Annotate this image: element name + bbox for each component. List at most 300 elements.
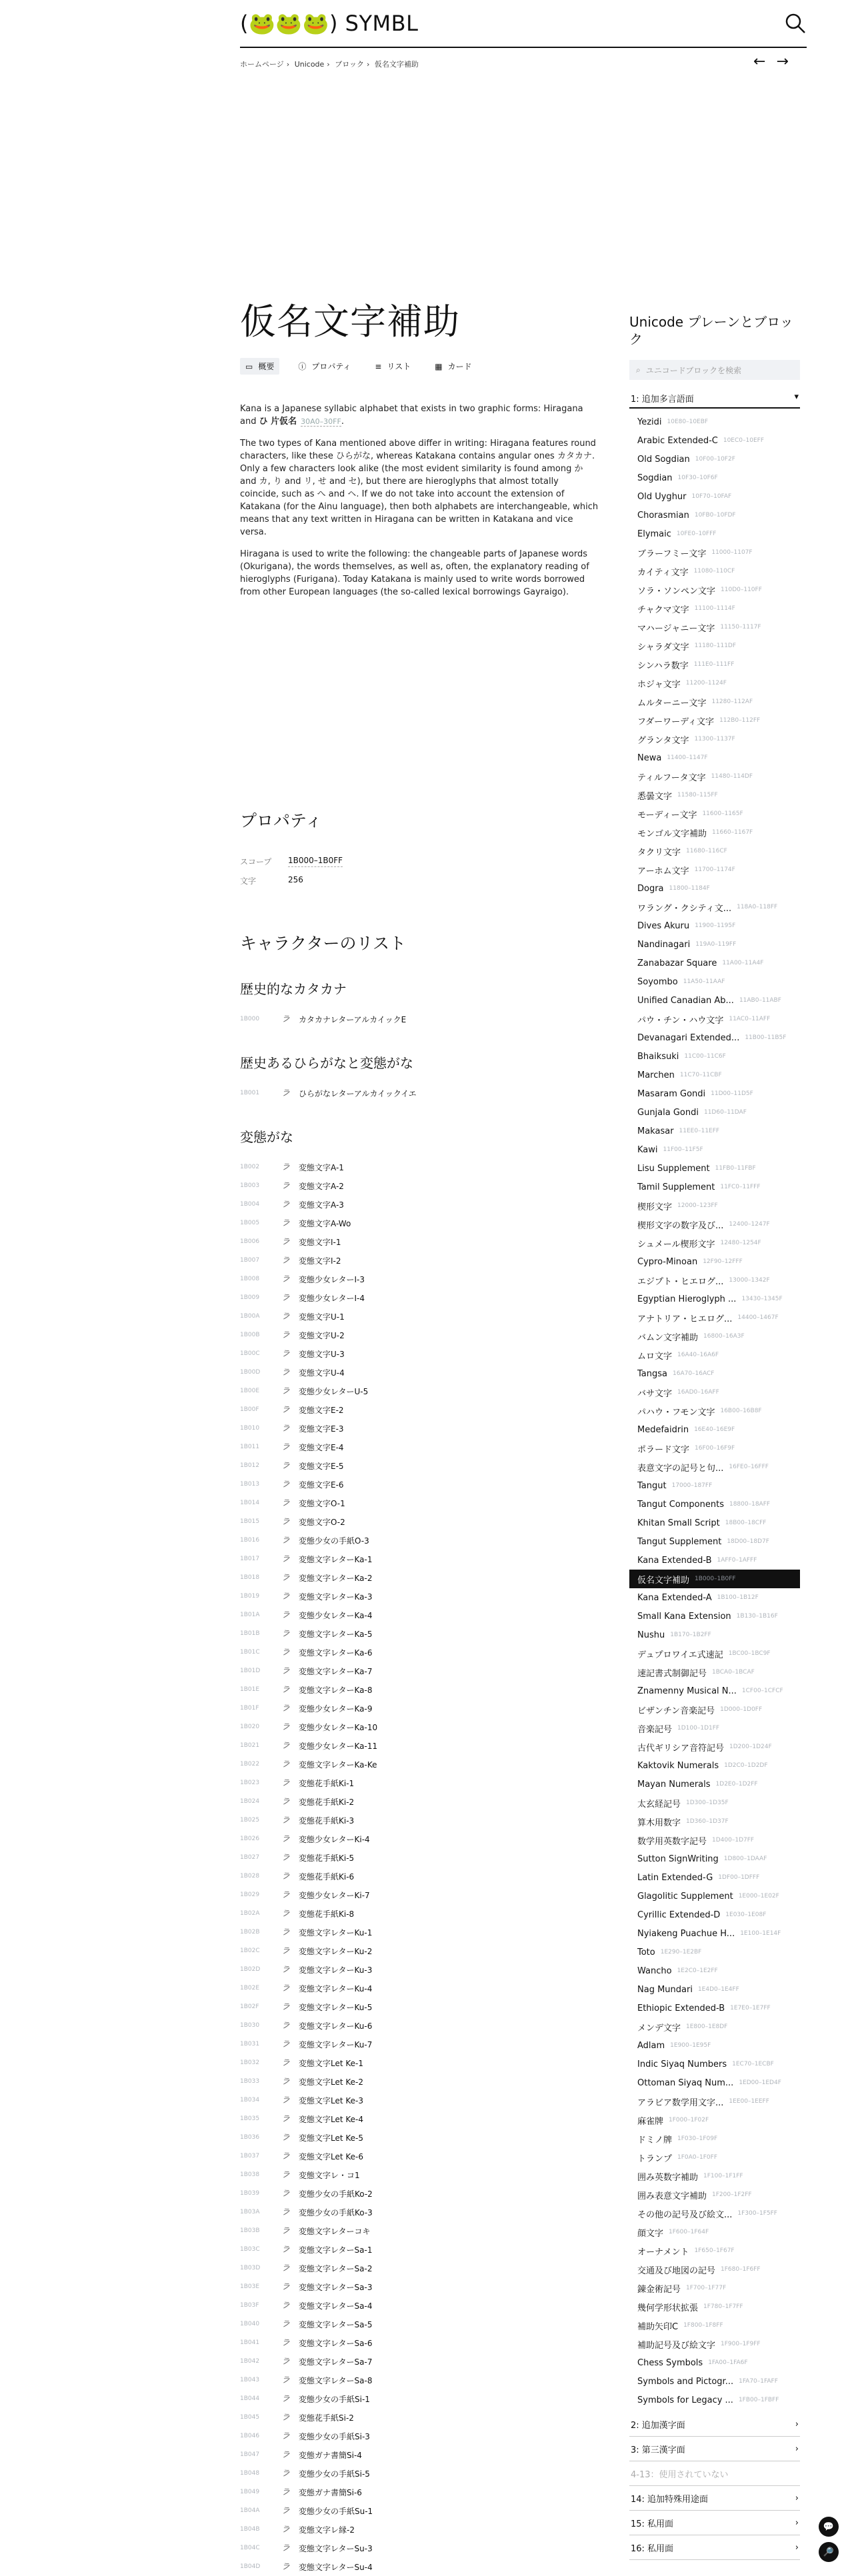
character-row[interactable] [240, 1792, 600, 1811]
sidebar-block-item[interactable] [629, 2148, 800, 2167]
character-glyph: 𛀀 [283, 2002, 291, 2011]
sidebar-block-item[interactable] [629, 1122, 800, 1140]
character-row[interactable] [240, 2352, 600, 2371]
character-row[interactable] [240, 2539, 600, 2557]
sidebar-block-item[interactable] [629, 823, 800, 842]
character-name: 変態文字Let Ke-4 [299, 2114, 363, 2124]
codepoint: 1B040 [240, 2321, 260, 2327]
sidebar-block-item[interactable] [629, 860, 800, 879]
character-row[interactable] [240, 1736, 600, 1755]
sidebar-block-item[interactable] [629, 1196, 800, 1215]
sidebar-block-item[interactable] [629, 1514, 800, 1532]
plane-row[interactable] [629, 2412, 800, 2437]
block-range: 1D2E0–1D2FF [715, 1781, 758, 1788]
sidebar-block-item[interactable] [629, 1980, 800, 1999]
prev-arrow-icon[interactable]: ← [753, 53, 766, 70]
character-row[interactable] [240, 1606, 600, 1624]
sidebar-block-item[interactable] [629, 562, 800, 581]
character-name: ひらがなレターアルカイックイエ [299, 1088, 417, 1098]
codepoint: 1B013 [240, 1481, 260, 1488]
spacer [240, 608, 600, 808]
sidebar-block-item[interactable] [629, 1308, 800, 1327]
sidebar-block-item[interactable] [629, 692, 800, 711]
character-row[interactable] [240, 1382, 600, 1400]
character-row[interactable] [240, 1251, 600, 1270]
character-row[interactable] [240, 2333, 600, 2352]
tab-properties[interactable] [293, 358, 356, 375]
codepoint: 1B021 [240, 1742, 260, 1749]
character-row[interactable] [240, 1010, 600, 1028]
character-row[interactable] [240, 2464, 600, 2483]
chevron-right-icon: › [795, 2443, 799, 2454]
character-name: 変態文字レターKu-6 [299, 2021, 373, 2031]
sidebar-block-item[interactable] [629, 2073, 800, 2092]
character-name: 変態花手紙Ki-8 [299, 1909, 355, 1919]
character-row[interactable] [240, 2520, 600, 2539]
character-row[interactable] [240, 1550, 600, 1568]
character-name: 変態少女の手紙Si-3 [299, 2431, 370, 2441]
block-range: 1E030–1E08F [725, 1912, 767, 1918]
sidebar-block-item[interactable] [629, 1570, 800, 1588]
tab-cards[interactable] [429, 358, 477, 375]
sidebar-block-item[interactable] [629, 1364, 800, 1383]
breadcrumb-blocks[interactable]: ブロック [335, 60, 364, 69]
sidebar-block-item[interactable] [629, 2316, 800, 2335]
sidebar-block-item[interactable] [629, 1794, 800, 1812]
codepoint: 1B032 [240, 2059, 260, 2066]
sidebar-block-item[interactable] [629, 2111, 800, 2129]
block-name: 顔文字 [637, 2228, 664, 2239]
character-row[interactable] [240, 1419, 600, 1438]
character-row[interactable] [240, 1232, 600, 1251]
character-name: 変態文字レターKu-7 [299, 2039, 373, 2049]
sidebar-block-item[interactable] [629, 1943, 800, 1961]
sidebar-block-item[interactable] [629, 1887, 800, 1906]
character-glyph: 𛀀 [283, 1368, 291, 1377]
sidebar-block-item[interactable] [629, 487, 800, 506]
description-paragraph: Kana is a Japanese syllabic alphabet that exists in two graphic forms: Hiragana and ひ 片仮名 30A0–30FF. [240, 404, 583, 427]
sidebar-block-item[interactable] [629, 1626, 800, 1644]
block-name: Devanagari Extended... [637, 1032, 740, 1043]
character-row[interactable] [240, 1344, 600, 1363]
plane-label: 15: 私用面 [631, 2519, 674, 2529]
sidebar-block-item[interactable] [629, 655, 800, 674]
sidebar-block-item[interactable] [629, 450, 800, 469]
block-range: 11900–1195F [695, 922, 736, 929]
codepoint: 1B00F [240, 1406, 259, 1413]
sidebar-block-item[interactable] [629, 2372, 800, 2391]
plane-row[interactable] [629, 2535, 800, 2560]
sidebar-block-item[interactable] [629, 1924, 800, 1943]
sidebar-block-item[interactable] [629, 2260, 800, 2279]
sidebar-block-item[interactable] [629, 1327, 800, 1346]
sidebar-block-item[interactable] [629, 711, 800, 730]
character-row[interactable] [240, 1960, 600, 1979]
sidebar-block-item[interactable] [629, 543, 800, 562]
sidebar-block-item[interactable] [629, 525, 800, 543]
character-row[interactable] [240, 2053, 600, 2072]
block-name: 悉曇文字 [637, 791, 673, 802]
block-range: 1F800–1F8FF [683, 2322, 723, 2329]
character-row[interactable] [240, 1811, 600, 1830]
tab-label: カード [447, 362, 472, 371]
character-name: 変態文字Let Ke-6 [299, 2151, 363, 2161]
sidebar-block-item[interactable] [629, 1738, 800, 1756]
sidebar-block-item[interactable] [629, 879, 800, 898]
sidebar-block-item[interactable] [629, 1402, 800, 1420]
character-row[interactable] [240, 1867, 600, 1886]
block-name: マハージャニー文字 [637, 623, 715, 634]
block-search-input[interactable] [629, 360, 800, 380]
sidebar-block-item[interactable] [629, 506, 800, 525]
block-range: 1CF00–1CFCF [741, 1688, 783, 1694]
character-row[interactable] [240, 2408, 600, 2427]
character-row[interactable] [240, 1568, 600, 1587]
codepoint: 1B01D [240, 1668, 261, 1674]
chevron-right-icon: › [795, 2419, 799, 2429]
block-range: 11150–1117F [720, 624, 761, 631]
plane-row[interactable] [629, 2486, 800, 2511]
block-range: 16F00–16F9F [695, 1445, 735, 1452]
sidebar-block-item[interactable] [629, 637, 800, 655]
block-range: 10F30–10F6F [677, 475, 718, 481]
sidebar-block-item[interactable] [629, 2017, 800, 2036]
block-name: Mayan Numerals [637, 1779, 711, 1790]
breadcrumb-separator: › [366, 60, 370, 69]
block-range: 11280–112AF [711, 698, 753, 705]
block-name: モーディー文字 [637, 810, 697, 820]
sidebar-block-item[interactable] [629, 1420, 800, 1439]
sidebar-block-item[interactable] [629, 2092, 800, 2111]
block-name: ティルフータ文字 [637, 772, 706, 783]
tab-overview[interactable] [240, 358, 279, 375]
character-row[interactable] [240, 2277, 600, 2296]
sidebar-block-item[interactable] [629, 1906, 800, 1924]
block-name: Gunjala Gondi [637, 1107, 699, 1118]
sidebar-block-item[interactable] [629, 2204, 800, 2223]
block-name: Wancho [637, 1965, 672, 1976]
block-range: 110D0–110FF [721, 587, 762, 593]
character-row[interactable] [240, 2296, 600, 2315]
description-paragraph: The two types of Kana mentioned above differ in writing: Hiragana features round characters, like these ひらがな, whereas Katakana contains angular ones カタカナ. Only a few characters look alike (the most evident similarity is found among か and カ, り and リ, せ and セ), but there are hieroglyphs that almost totally coincide, such as へ and ヘ. If we do not take into account the extension of Katakana (for the Ainu language), then both alphabets are interchangeable, which means that any text written in Hiragana can be written in Katakana and vice versa. [240, 439, 599, 537]
sidebar-block-item[interactable] [629, 991, 800, 1010]
character-row[interactable] [240, 2128, 600, 2147]
sidebar-block-item[interactable] [629, 1234, 800, 1252]
sidebar-block-item[interactable] [629, 1532, 800, 1551]
character-row[interactable] [240, 2016, 600, 2035]
sidebar-block-item[interactable] [629, 916, 800, 935]
character-row[interactable] [240, 2427, 600, 2445]
plane-label: 1: 追加多言語面 [631, 395, 694, 405]
character-row[interactable] [240, 2165, 600, 2184]
character-name: 変態少女レターI-3 [299, 1274, 365, 1284]
sidebar-block-item[interactable] [629, 413, 800, 431]
sidebar-block-item[interactable] [629, 1458, 800, 1476]
block-name: パハウ・フモン文字 [637, 1407, 715, 1418]
character-glyph: 𛀀 [283, 1274, 291, 1284]
sidebar-block-item[interactable] [629, 2036, 800, 2055]
sidebar-block-item[interactable] [629, 767, 800, 786]
character-row[interactable] [240, 1195, 600, 1214]
sidebar-block-item[interactable] [629, 842, 800, 860]
character-name: 変態文字E-4 [299, 1442, 344, 1452]
block-range: 1F780–1F7FF [703, 2303, 743, 2310]
sidebar-block-item[interactable] [629, 469, 800, 487]
sidebar-block-item[interactable] [629, 1439, 800, 1458]
character-row[interactable] [240, 1214, 600, 1232]
sidebar-block-item[interactable] [629, 730, 800, 748]
character-row[interactable] [240, 2371, 600, 2389]
character-row[interactable] [240, 2035, 600, 2053]
sidebar-block-item[interactable] [629, 2391, 800, 2409]
katakana-link[interactable]: ひ 片仮名 [259, 417, 297, 427]
character-name: 変態少女レターKa-10 [299, 1722, 378, 1732]
block-name: Symbols and Pictogr... [637, 2376, 734, 2387]
breadcrumb-home[interactable]: ホームページ [240, 60, 284, 69]
chat-icon[interactable] [819, 2517, 839, 2537]
character-row[interactable] [240, 2147, 600, 2165]
character-row[interactable] [240, 1662, 600, 1680]
sidebar-block-item[interactable] [629, 1588, 800, 1607]
sidebar-block-item[interactable] [629, 748, 800, 767]
sidebar-block-item[interactable] [629, 1252, 800, 1271]
codepoint: 1B017 [240, 1556, 260, 1562]
character-row[interactable] [240, 2072, 600, 2091]
sidebar-block-item[interactable] [629, 1999, 800, 2017]
character-row[interactable] [240, 1886, 600, 1904]
sidebar-block-item[interactable] [629, 1215, 800, 1234]
sidebar-block-item[interactable] [629, 2223, 800, 2241]
character-glyph: 𛀀 [283, 1592, 291, 1601]
properties-heading: プロパティ [240, 811, 323, 830]
sidebar-block-item[interactable] [629, 1476, 800, 1495]
character-row[interactable] [240, 1755, 600, 1774]
character-row[interactable] [240, 1270, 600, 1288]
character-row[interactable] [240, 2389, 600, 2408]
sidebar-block-item[interactable] [629, 1607, 800, 1626]
block-range: 1E7E0–1E7FF [730, 2005, 771, 2011]
sidebar-block-item[interactable] [629, 2297, 800, 2316]
block-range: 1EC70–1ECBF [732, 2061, 774, 2067]
character-row[interactable] [240, 1438, 600, 1456]
character-row[interactable] [240, 1624, 600, 1643]
block-range: 118A0–118FF [737, 904, 778, 910]
sidebar-block-item[interactable] [629, 954, 800, 972]
block-name: アラビア数学用文字... [637, 2097, 724, 2108]
character-name: 変態文字U-3 [299, 1349, 345, 1359]
magnify-icon[interactable] [819, 2542, 839, 2562]
plane-row[interactable] [629, 2511, 800, 2535]
block-range: 11700–1174F [694, 866, 735, 873]
sidebar-block-item[interactable] [629, 1159, 800, 1178]
block-range: 1E800–1E8DF [686, 2023, 728, 2030]
character-row[interactable] [240, 1400, 600, 1419]
character-row[interactable] [240, 1848, 600, 1867]
block-name: Kana Extended-A [637, 1592, 712, 1603]
page-title: 仮名文字補助 [240, 301, 460, 343]
sidebar-block-item[interactable] [629, 1495, 800, 1514]
character-row[interactable] [240, 1326, 600, 1344]
character-row[interactable] [240, 1904, 600, 1923]
block-range: 1FB00–1FBFF [738, 2397, 779, 2403]
sidebar-block-item[interactable] [629, 898, 800, 916]
sidebar-block-item[interactable] [629, 599, 800, 618]
codepoint: 1B005 [240, 1220, 260, 1226]
sidebar-block-item[interactable] [629, 2129, 800, 2148]
sidebar-block-item[interactable] [629, 1756, 800, 1775]
tab-list[interactable] [369, 358, 416, 375]
character-row[interactable] [240, 1363, 600, 1382]
character-row[interactable] [240, 1307, 600, 1326]
character-row[interactable] [240, 1475, 600, 1494]
sidebar-block-item[interactable] [629, 618, 800, 637]
chat-glyph: 💬 [823, 2521, 835, 2532]
sidebar-block-item[interactable] [629, 1271, 800, 1290]
character-row[interactable] [240, 2483, 600, 2501]
block-range: 11F00–11F5F [663, 1146, 703, 1153]
character-name: 変態文字Let Ke-3 [299, 2095, 363, 2105]
sidebar-block-item[interactable] [629, 1178, 800, 1196]
search-icon[interactable] [784, 12, 807, 35]
block-name: Egyptian Hieroglyph ... [637, 1294, 737, 1304]
sidebar-block-item[interactable] [629, 1850, 800, 1868]
sidebar-block-item[interactable] [629, 1010, 800, 1028]
character-row[interactable] [240, 1158, 600, 1176]
character-row[interactable] [240, 1997, 600, 2016]
codepoint: 1B01E [240, 1686, 260, 1693]
sidebar-block-item[interactable] [629, 1663, 800, 1682]
sidebar-block-item[interactable] [629, 1066, 800, 1084]
character-row[interactable] [240, 1774, 600, 1792]
character-row[interactable] [240, 1718, 600, 1736]
character-glyph: 𛀀 [283, 2506, 291, 2515]
character-row[interactable] [240, 1699, 600, 1718]
character-row[interactable] [240, 1680, 600, 1699]
breadcrumb-unicode[interactable]: Unicode [294, 60, 325, 69]
character-list-heading: キャラクターのリスト [240, 934, 407, 953]
sidebar-block-item[interactable] [629, 2353, 800, 2372]
block-range: 12000–123FF [677, 1202, 718, 1209]
sidebar-block-item[interactable] [629, 1346, 800, 1364]
codepoint: 1B02E [240, 1985, 260, 1991]
sidebar-block-item[interactable] [629, 1028, 800, 1047]
block-name: Small Kana Extension [637, 1611, 731, 1622]
codepoint: 1B02F [240, 2003, 259, 2010]
block-name: Elymaic [637, 529, 671, 539]
character-row[interactable] [240, 1512, 600, 1531]
block-name: 古代ギリシア音符記号 [637, 1743, 725, 1754]
sidebar-block-item[interactable] [629, 1775, 800, 1794]
character-row[interactable] [240, 1288, 600, 1307]
sidebar-block-item[interactable] [629, 1700, 800, 1719]
sidebar-block-item[interactable] [629, 1290, 800, 1308]
sidebar-block-item[interactable] [629, 1551, 800, 1570]
block-name: 速記書式制御記号 [637, 1668, 707, 1679]
character-row[interactable] [240, 1643, 600, 1662]
character-row[interactable] [240, 2259, 600, 2277]
sidebar-block-item[interactable] [629, 431, 800, 450]
character-glyph: 𛀀 [283, 1928, 291, 1937]
character-row[interactable] [240, 2557, 600, 2576]
sidebar-block-item[interactable] [629, 1047, 800, 1066]
character-row[interactable] [240, 2221, 600, 2240]
sidebar-block-item[interactable] [629, 2241, 800, 2260]
character-row[interactable] [240, 1531, 600, 1550]
plane-row[interactable] [629, 2437, 800, 2461]
character-row[interactable] [240, 1084, 600, 1102]
next-arrow-icon[interactable]: → [776, 53, 789, 70]
character-row[interactable] [240, 2203, 600, 2221]
character-row[interactable] [240, 1456, 600, 1475]
character-row[interactable] [240, 1979, 600, 1997]
sidebar-block-item[interactable] [629, 2185, 800, 2204]
character-row[interactable] [240, 1494, 600, 1512]
codepoint: 1B030 [240, 2022, 260, 2029]
sidebar-block-item[interactable] [629, 1383, 800, 1402]
character-row[interactable] [240, 1587, 600, 1606]
sidebar-block-item[interactable] [629, 1831, 800, 1850]
character-row[interactable] [240, 2315, 600, 2333]
plane-row[interactable] [629, 2461, 800, 2486]
block-range: 11C70–11CBF [679, 1072, 722, 1078]
sidebar-block-item[interactable] [629, 1868, 800, 1887]
sidebar-block-item[interactable] [629, 1961, 800, 1980]
plane-row-open[interactable] [629, 389, 800, 409]
character-row[interactable] [240, 1176, 600, 1195]
block-range: 1D100–1D1FF [677, 1725, 720, 1732]
character-glyph: 𛀀 [283, 2357, 291, 2366]
block-range: 1D400–1D7FF [712, 1837, 755, 1844]
codepoint: 1B047 [240, 2451, 260, 2458]
character-row[interactable] [240, 2501, 600, 2520]
block-name: Znamenny Musical N... [637, 1686, 737, 1696]
sidebar-block-item[interactable] [629, 1719, 800, 1738]
character-row[interactable] [240, 2184, 600, 2203]
character-row[interactable] [240, 2109, 600, 2128]
sidebar-block-item[interactable] [629, 2167, 800, 2185]
block-name: チャクマ文字 [637, 605, 689, 615]
character-glyph: 𛀀 [283, 2226, 291, 2235]
sidebar-block-item[interactable] [629, 1644, 800, 1663]
character-row[interactable] [240, 1923, 600, 1941]
sidebar-block-item[interactable] [629, 2055, 800, 2073]
property-row [240, 852, 600, 871]
sidebar-block-item[interactable] [629, 1103, 800, 1122]
sidebar-block-item[interactable] [629, 1084, 800, 1103]
sidebar-block-item[interactable] [629, 2279, 800, 2297]
sidebar-block-item[interactable] [629, 581, 800, 599]
sidebar-block-item[interactable] [629, 674, 800, 692]
character-row[interactable] [240, 2240, 600, 2259]
sidebar-block-item[interactable] [629, 1140, 800, 1159]
block-range: 1F650–1F67F [694, 2247, 735, 2254]
character-row[interactable] [240, 2445, 600, 2464]
site-logo[interactable]: (🐸🐸🐸) SYMBL [240, 11, 419, 36]
character-glyph: 𛀀 [283, 1256, 291, 1265]
character-row[interactable] [240, 1941, 600, 1960]
character-row[interactable] [240, 1830, 600, 1848]
sidebar-block-item[interactable] [629, 804, 800, 823]
tab-label: 概要 [258, 362, 275, 371]
sidebar-block-item[interactable] [629, 1682, 800, 1700]
block-name: 太玄経記号 [637, 1799, 681, 1810]
sidebar-block-item[interactable] [629, 2335, 800, 2353]
character-row[interactable] [240, 2091, 600, 2109]
sidebar-block-item[interactable] [629, 972, 800, 991]
sidebar-block-item[interactable] [629, 935, 800, 954]
sidebar-block-item[interactable] [629, 1812, 800, 1831]
sidebar-block-item[interactable] [629, 786, 800, 804]
